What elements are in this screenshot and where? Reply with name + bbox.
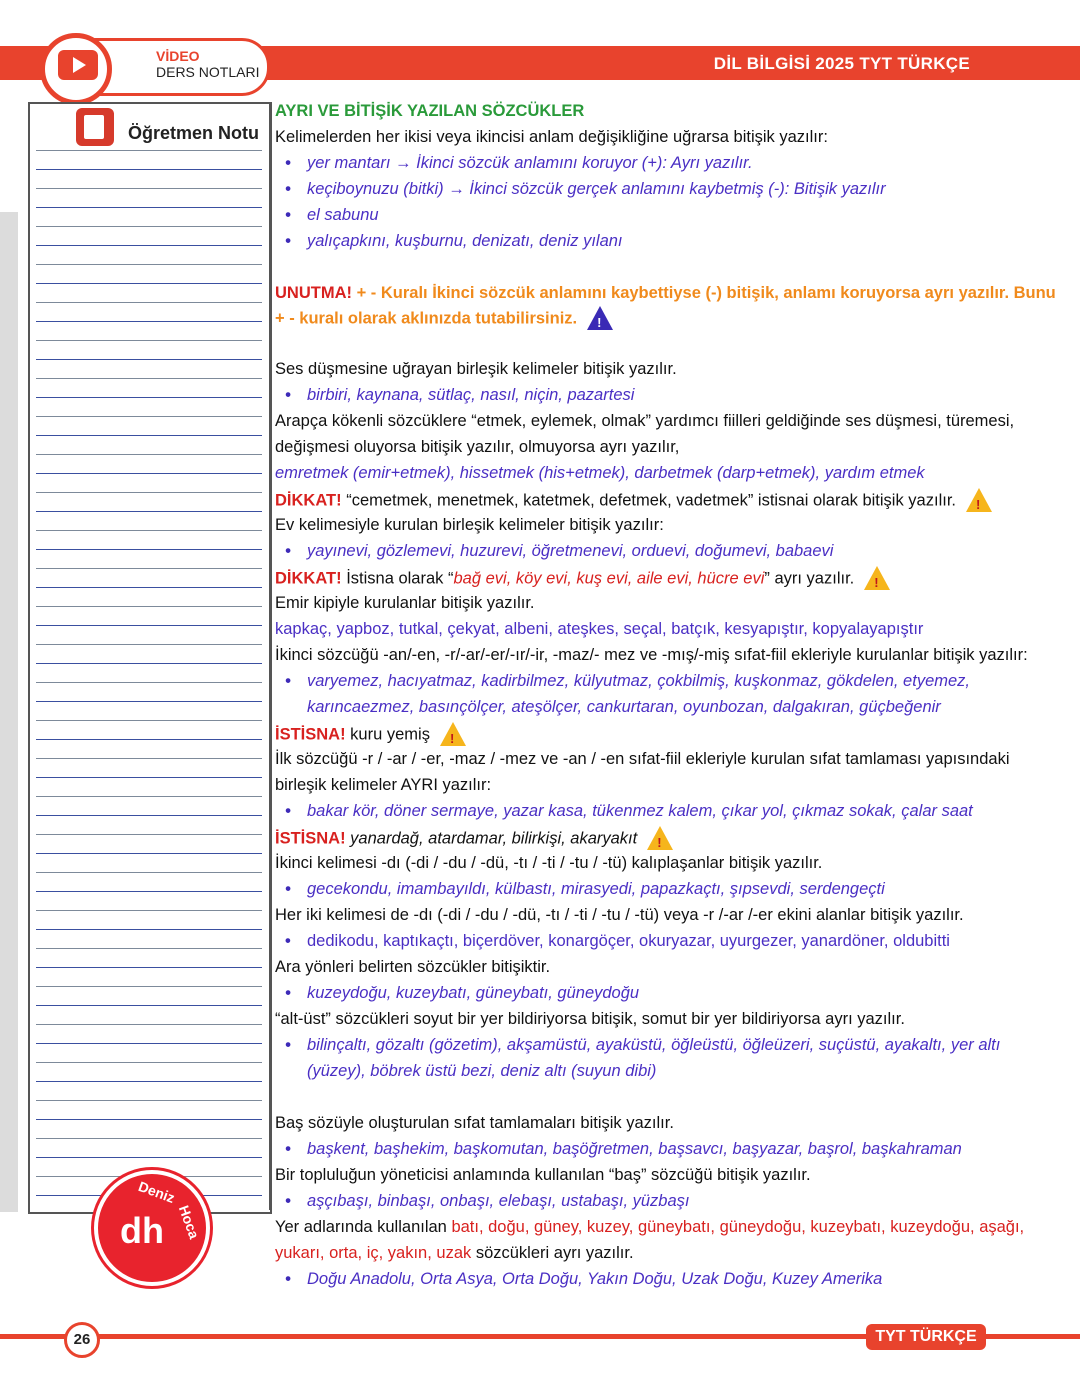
notebook-rule-line (36, 606, 262, 607)
notebook-rule-line (36, 625, 262, 626)
section-heading: AYRI VE BİTİŞİK YAZILAN SÖZCÜKLER (275, 102, 585, 120)
notebook-rule-line (36, 359, 262, 360)
example-bullet-cont: karıncaezmez, basınçölçer, ateşölçer, cankurtaran, oyunbozan, dalgakıran, güçbeğenir (307, 698, 941, 716)
notebook-rule-line (36, 701, 262, 702)
notebook-rule-line (36, 568, 262, 569)
example-bullet: • Doğu Anadolu, Orta Asya, Orta Doğu, Yakın Doğu, Uzak Doğu, Kuzey Amerika (275, 1268, 882, 1290)
rule-text-a: Yer adlarında kullanılan (275, 1218, 452, 1236)
notebook-rule-line (36, 1062, 262, 1063)
notebook-rule-line (36, 1119, 262, 1120)
notebook-rule-line (36, 245, 262, 246)
rule-text: değişmesi oluyorsa bitişik yazılır, olmuyorsa ayrı yazılır, (275, 438, 680, 456)
rule-text: İlk sözcüğü -r / -ar / -er, -maz / -mez ve -an / -en sıfat-fiil ekleriyle kurulan sıfat tamlaması yapısındaki (275, 750, 1010, 768)
notebook-rule-line (36, 473, 262, 474)
notebook-rule-line (36, 416, 262, 417)
rule-text (275, 1242, 634, 1264)
warning-icon (436, 722, 466, 748)
warning-icon (643, 826, 673, 852)
notebook-rule-line (36, 967, 262, 968)
example-bullet: • birbiri, kaynana, sütlaç, nasıl, niçin, pazartesi (275, 384, 634, 406)
rule-text: Emir kipiyle kurulanlar bitişik yazılır. (275, 594, 535, 612)
rule-text-b: sözcükleri ayrı yazılır. (471, 1244, 634, 1262)
notebook-rule-line (36, 815, 262, 816)
example-bullet: • dedikodu, kaptıkaçtı, biçerdöver, konargöçer, okuryazar, uyurgezer, yanardöner, oldubitti (275, 930, 950, 952)
istisna-note (275, 722, 466, 748)
example-bullet: • varyemez, hacıyatmaz, kadirbilmez, külyutmaz, çokbilmiş, kuşkonmaz, gökdelen, etyemez, (275, 670, 970, 692)
notebook-rule-line (36, 682, 262, 683)
rule-text (275, 1216, 1024, 1238)
notebook-rule-line (36, 150, 262, 151)
notebook-rule-line (36, 169, 262, 170)
badge-subname: Hoca (175, 1203, 203, 1241)
dikkat-text-b: bağ evi, köy evi, kuş evi, aile evi, hücre evi (453, 569, 765, 588)
istisna-label: İSTİSNA! (275, 829, 346, 848)
teacher-notebook (28, 102, 272, 1214)
notebook-rule-line (36, 397, 262, 398)
badge-name: Deniz (136, 1178, 177, 1206)
column-divider (269, 102, 271, 1210)
istisna-note (275, 826, 673, 852)
istisna-label: İSTİSNA! (275, 725, 346, 744)
example-bullet: • el sabunu (275, 204, 379, 226)
unutma-text-2: + - kuralı olarak aklınızda tutabilirsiniz. (275, 309, 578, 328)
notebook-rule-line (36, 758, 262, 759)
rule-text: Kelimelerden her ikisi veya ikincisi anlam değişikliğine uğrarsa bitişik yazılır: (275, 128, 828, 146)
notebook-rule-line (36, 910, 262, 911)
notebook-rule-line (36, 1043, 262, 1044)
dikkat-note (275, 566, 890, 592)
notebook-rule-line (36, 1081, 262, 1082)
notebook-icon (76, 108, 114, 146)
logo-video-text: VİDEO (156, 48, 200, 64)
footer-tag: TYT TÜRKÇE (866, 1324, 986, 1350)
rule-text: Ses düşmesine uğrayan birleşik kelimeler bitişik yazılır. (275, 360, 677, 378)
unutma-label: UNUTMA! (275, 284, 352, 302)
notebook-rule-line (36, 777, 262, 778)
dikkat-text: “cemetmek, menetmek, katetmek, defetmek, vadetmek” istisnai olarak bitişik yazılır. (341, 491, 956, 510)
notebook-rule-line (36, 435, 262, 436)
direction-words: yukarı, orta, iç, yakın, uzak (275, 1244, 472, 1262)
example-bullet: • bilinçaltı, gözaltı (gözetim), akşamüstü, ayaküstü, öğleüstü, öğleüzeri, suçüstü, ayakaltı, yer altı (275, 1034, 1000, 1056)
example-bullet: • keçiboynuzu (bitki) → İkinci sözcük gerçek anlamını kaybetmiş (-): Bitişik yazılır (275, 178, 886, 200)
example-line: emretmek (emir+etmek), hissetmek (his+etmek), darbetmek (darp+etmek), yardım etmek (275, 464, 925, 482)
notebook-rule-line (36, 321, 262, 322)
unutma-text: + - Kuralı İkinci sözcük anlamını kaybettiyse (-) bitişik, anlamı koruyorsa ayrı yazılır. Bunu (351, 284, 1056, 302)
left-margin-strip (0, 212, 18, 1212)
notebook-rule-line (36, 663, 262, 664)
notebook-rule-line (36, 891, 262, 892)
notebook-rule-line (36, 948, 262, 949)
notebook-rule-line (36, 454, 262, 455)
rule-text: Ara yönleri belirten sözcükler bitişiktir. (275, 958, 551, 976)
rule-text: İkinci sözcüğü -an/-en, -r/-ar/-er/-ır/-ir, -maz/- mez ve -mış/-miş sıfat-fiil ekleriyle kurulanlar bitişik yazılır: (275, 646, 1028, 664)
notebook-rule-line (36, 796, 262, 797)
warning-icon (962, 488, 992, 514)
example-bullet: • bakar kör, döner sermaye, yazar kasa, tükenmez kalem, çıkar yol, çıkmaz sokak, çalar saat (275, 800, 973, 822)
dikkat-label: DİKKAT! (275, 491, 342, 510)
dikkat-label: DİKKAT! (275, 569, 342, 588)
badge-logo: dh (120, 1210, 164, 1251)
rule-text: Bir topluluğun yöneticisi anlamında kullanılan “baş” sözcüğü bitişik yazılır. (275, 1166, 811, 1184)
example-bullet: • yalıçapkını, kuşburnu, denizatı, deniz yılanı (275, 230, 623, 252)
example-bullet: • yer mantarı → İkinci sözcük anlamını koruyor (+): Ayrı yazılır. (275, 152, 753, 174)
warning-icon (860, 566, 890, 592)
istisna-text: yanardağ, atardamar, bilirkişi, akaryakıt (345, 829, 638, 848)
logo-notes-text: DERS NOTLARI (156, 64, 260, 80)
notebook-rule-line (36, 1024, 262, 1025)
notebook-rule-line (36, 511, 262, 512)
notebook-rule-line (36, 929, 262, 930)
notebook-rule-line (36, 1138, 262, 1139)
notebook-rule-line (36, 492, 262, 493)
teacher-note-label: Öğretmen Notu (128, 123, 260, 143)
notebook-rule-line (36, 226, 262, 227)
notebook-rule-line (36, 872, 262, 873)
unutma-note-cont (275, 306, 613, 332)
direction-words: batı, doğu, güney, kuzey, güneybatı, güneydoğu, kuzeybatı, kuzeydoğu, aşağı, (451, 1218, 1025, 1236)
notebook-rule-line (36, 739, 262, 740)
notebook-rule-line (36, 986, 262, 987)
page-number: 26 (64, 1322, 100, 1358)
notebook-rule-line (36, 1157, 262, 1158)
notebook-rule-line (36, 720, 262, 721)
example-line: kapkaç, yapboz, tutkal, çekyat, albeni, ateşkes, seçal, batçık, kesyapıştır, kopyalayapıştır (275, 620, 924, 638)
notebook-rule-line (36, 302, 262, 303)
notebook-rule-line (36, 283, 262, 284)
rule-text: Arapça kökenli sözcüklere “etmek, eylemek, olmak” yardımcı fiilleri geldiğinde ses düşmesi, türemesi, (275, 412, 1015, 430)
notebook-rule-line (36, 644, 262, 645)
notebook-rule-line (36, 340, 262, 341)
notebook-rule-line (36, 1005, 262, 1006)
dikkat-note (275, 488, 992, 514)
play-icon (58, 50, 98, 80)
dikkat-text-c: ” ayrı yazılır. (764, 569, 855, 588)
notebook-rule-line (36, 188, 262, 189)
example-bullet: • aşçıbaşı, binbaşı, onbaşı, elebaşı, ustabaşı, yüzbaşı (275, 1190, 689, 1212)
example-bullet: • yayınevi, gözlemevi, huzurevi, öğretmenevi, orduevi, doğumevi, babaevi (275, 540, 833, 562)
notebook-rule-line (36, 1100, 262, 1101)
rule-text: “alt-üst” sözcükleri soyut bir yer bildiriyorsa bitişik, somut bir yer bildiriyorsa ayrı yazılır. (275, 1010, 905, 1028)
notebook-rule-line (36, 378, 262, 379)
notebook-rule-line (36, 207, 262, 208)
rule-text: Ev kelimesiyle kurulan birleşik kelimeler bitişik yazılır: (275, 516, 664, 534)
example-bullet: • gecekondu, imambayıldı, külbastı, mirasyedi, papazkaçtı, şıpsevdi, serdengeçti (275, 878, 885, 900)
example-bullet: • başkent, başhekim, başkomutan, başöğretmen, başsavcı, başyazar, başrol, başkahraman (275, 1138, 962, 1160)
notebook-rule-line (36, 834, 262, 835)
example-bullet: • kuzeydoğu, kuzeybatı, güneybatı, güneydoğu (275, 982, 639, 1004)
unutma-note (275, 282, 1056, 304)
istisna-text: kuru yemiş (345, 725, 430, 744)
notebook-rule-line (36, 549, 262, 550)
rule-text: Her iki kelimesi de -dı (-di / -du / -dü, -tı / -ti / -tu / -tü) veya -r /-ar /-er ekini alanlar bitişik yazılır. (275, 906, 964, 924)
notebook-rule-line (36, 264, 262, 265)
rule-text: birleşik kelimeler AYRI yazılır: (275, 776, 492, 794)
rule-text: İkinci kelimesi -dı (-di / -du / -dü, -tı / -ti / -tu / -tü) kalıplaşanlar bitişik yazılır. (275, 854, 823, 872)
notebook-rule-line (36, 853, 262, 854)
header-title: DİL BİLGİSİ 2025 TYT TÜRKÇE (713, 54, 970, 73)
example-bullet-cont: (yüzey), böbrek üstü bezi, deniz altı (suyun dibi) (307, 1062, 657, 1080)
notebook-rule-line (36, 587, 262, 588)
dikkat-text-a: İstisna olarak “ (341, 569, 454, 588)
rule-text: Baş sözüyle oluşturulan sıfat tamlamaları bitişik yazılır. (275, 1114, 674, 1132)
warning-icon (583, 306, 613, 332)
notebook-rule-line (36, 530, 262, 531)
